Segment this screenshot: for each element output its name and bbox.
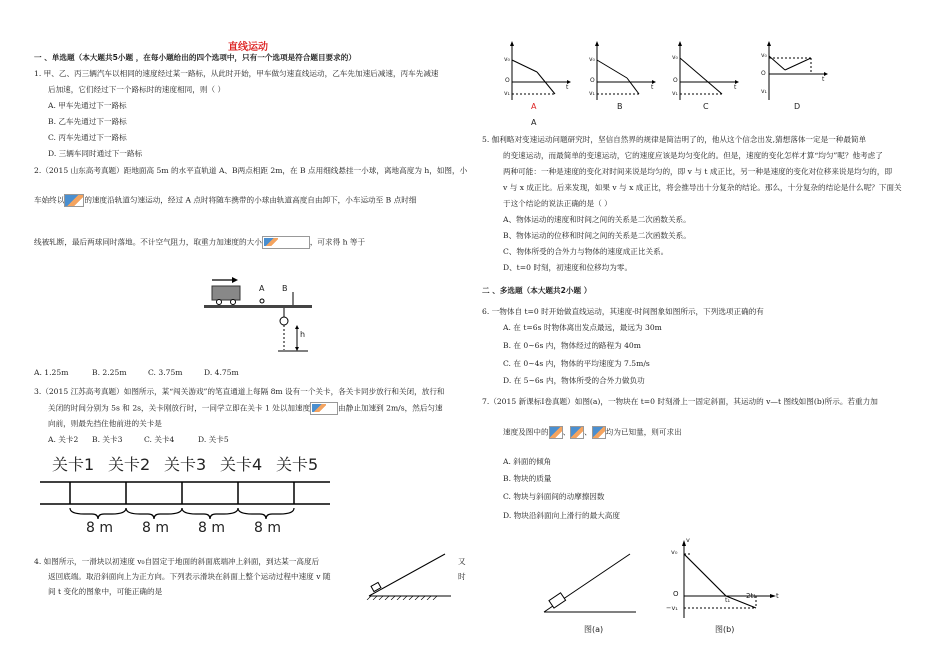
spacing-label: 8 m — [142, 520, 169, 536]
q7-line2-end: 均为已知量，则可求出 — [605, 427, 682, 437]
graph-b — [595, 41, 656, 100]
t1-label: t₁ — [725, 596, 731, 604]
formula-image-icon — [310, 402, 338, 415]
section-heading-multi-choice: 二 、多选题（本大题共2小题 ） — [482, 286, 592, 295]
q3-option-d: D. 关卡5 — [198, 435, 229, 444]
q5-line5: 于这个结论的说法正确的是（ ） — [503, 199, 612, 208]
v1-label: v₁ — [672, 90, 678, 97]
v0-label: v₀ — [589, 56, 595, 63]
q3-line3: 向前，则最先挡住他前进的关卡是 — [48, 419, 162, 428]
figure-b-caption: 图(b) — [715, 625, 735, 634]
origin-label: O — [673, 590, 679, 598]
gate-label: 关卡1 — [52, 455, 95, 474]
v0-label: v₀ — [671, 548, 678, 556]
q7-line1: 7.（2015 新课标Ⅰ卷真题）如图(a)，一物块在 t=0 时刻滑上一固定斜面，其运动的 v—t 图线如图(b)所示。若重力加 — [482, 397, 878, 406]
q2-figure — [200, 262, 325, 362]
graph-label-a: A — [531, 102, 537, 111]
q3-line2-end: 由静止加速到 2m/s，然后匀速 — [338, 403, 443, 413]
q7-figure-b — [670, 538, 780, 620]
q7-option-c: C. 物块与斜面间的动摩擦因数 — [503, 492, 605, 501]
q2-option-a: A. 1.25m — [34, 368, 69, 377]
q4-side-char: 时 — [458, 572, 466, 581]
q2-line3-end: ，可求得 h 等于 — [309, 237, 366, 247]
graph-label-c: C — [703, 102, 709, 111]
q6-option-c: C. 在 0~4s 内，物体的平均速度为 7.5m/s — [503, 359, 650, 368]
formula-image-icon — [549, 426, 563, 439]
q3-line2 — [48, 402, 443, 415]
gate-label: 关卡3 — [164, 455, 207, 474]
gate-label: 关卡4 — [220, 455, 263, 474]
t-label: t — [566, 84, 569, 91]
2t1-label: 2t₁ — [746, 592, 757, 600]
v0-label: v₀ — [504, 56, 510, 63]
q7-figure-a — [540, 548, 640, 618]
q1-option-a: A. 甲车先通过下一路标 — [48, 101, 127, 110]
q3-option-b: B. 关卡3 — [92, 435, 123, 444]
q1-line1: 1. 甲、乙、丙三辆汽车以相同的速度经过某一路标，从此时开始，甲车做匀速直线运动，乙车先加速后减速，丙车先减速 — [34, 69, 439, 78]
graph-c — [678, 41, 739, 100]
origin-label: O — [505, 77, 510, 84]
gate-label: 关卡5 — [276, 455, 319, 474]
q2-line2 — [34, 194, 416, 207]
q1-option-c: C. 丙车先通过下一路标 — [48, 133, 127, 142]
graph-label-b: B — [617, 102, 623, 111]
graph-a — [510, 41, 571, 100]
formula-image-icon — [262, 236, 310, 249]
q3-line2-start: 关闭的时间分别为 5s 和 2s，关卡刚放行时，一同学立即在关卡 1 处以加速度 — [48, 403, 311, 413]
q2-line3-start: 线被轧断，最后两球同时落地。不计空气阻力，取重力加速度的大小 — [34, 237, 262, 247]
figure-a-caption: 图(a) — [584, 625, 604, 634]
q5-line3: 两种可能：一种是速度的变化对时间来说是均匀的，即 v 与 t 成正比，另一种是速度的变化对位移来说是均匀的，即 — [503, 167, 893, 176]
q7-option-a: A. 斜面的倾角 — [503, 457, 552, 466]
q2-line2-start: 车始终以 — [34, 195, 65, 205]
gate-label: 关卡2 — [108, 455, 151, 474]
q7-option-d: D. 物块沿斜面向上滑行的最大高度 — [503, 511, 620, 520]
q3-option-c: C. 关卡4 — [144, 435, 175, 444]
height-label: h — [300, 330, 306, 339]
formula-image-icon — [570, 426, 584, 439]
q6-option-d: D. 在 5~6s 内，物体所受的合外力做负功 — [503, 376, 645, 385]
q3-line1: 3.（2015 江苏高考真题）如图所示，某“闯关游戏”的笔直通道上每隔 8m 设有一个关卡，各关卡同步放行和关闭，放行和 — [34, 387, 445, 396]
q5-line4: v 与 x 成正比。后来发现，如果 v 与 x 成正比，将会推导出十分复杂的结论。那么，十分复杂的结论是什么呢？下面关 — [503, 183, 902, 192]
q7-option-b: B. 物块的质量 — [503, 474, 552, 483]
graph-d — [767, 41, 828, 100]
q2-line3 — [34, 236, 365, 249]
graph-label-d: D — [794, 102, 801, 111]
q4-side-char: 又 — [458, 557, 466, 566]
formula-image-icon — [592, 426, 606, 439]
q4-graphs — [497, 38, 837, 110]
q4-line1: 4. 如图所示，一滑块以初速度 v₀自固定于地面的斜面底端冲上斜面，到达某一高度后 — [34, 557, 320, 566]
spacing-label: 8 m — [86, 520, 113, 536]
t-label: t — [734, 84, 737, 91]
q7-line2-start: 速度及图中的 — [503, 427, 549, 437]
q6-option-b: B. 在 0~6s 内，物体经过的路程为 40m — [503, 341, 641, 350]
q4-line3: 间 t 变化的图象中，可能正确的是 — [48, 587, 163, 596]
section-heading-single-choice: 一 、单选题（本大题共5小题 ，在每小题给出的四个选项中，只有一个选项是符合题目要求的） — [34, 53, 356, 62]
v1-label: v₁ — [761, 88, 767, 95]
point-a-label: A — [259, 284, 265, 293]
q2-line1: 2.（2015 山东高考真题）距地面高 5m 的水平直轨道 A、B两点相距 2m，在 B 点用细线悬挂一小球，离地高度为 h，如图，小 — [34, 166, 468, 175]
v0-label: v₀ — [761, 52, 767, 59]
q1-option-b: B. 乙车先通过下一路标 — [48, 117, 127, 126]
q2-option-d: D. 4.75m — [204, 368, 239, 377]
origin-label: O — [590, 77, 595, 84]
q7-line2: 速度及图中的 、 、 均为已知量，则可求出 — [503, 426, 682, 439]
t-label: t — [651, 84, 654, 91]
q5-option-c: C、物体所受的合外力与物体的速度成正比关系。 — [503, 247, 669, 256]
q2-option-b: B. 2.25m — [92, 368, 127, 377]
q6-line1: 6. 一物体自 t=0 时开始做直线运动，其速度-时间图象如图所示，下列选项正确的有 — [482, 307, 764, 316]
t-axis-label: t — [776, 592, 779, 600]
point-b-label: B — [282, 284, 288, 293]
q1-line2: 后加速，它们经过下一个路标时的速度相同，则（ ） — [48, 85, 226, 94]
q5-line1: 5. 伽利略对变速运动问题研究时，坚信自然界的规律是简洁明了的，他从这个信念出发,猜想落体一定是一种最简单 — [482, 135, 867, 144]
v0-label: v₀ — [672, 54, 678, 61]
q3-track-figure — [40, 470, 330, 520]
q2-option-c: C. 3.75m — [148, 368, 183, 377]
q5-option-b: B、物体运动的位移和时间之间的关系是二次函数关系。 — [503, 231, 691, 240]
q5-line2: 的变速运动，而最简单的变速运动，它的速度应该是均匀变化的。但是，速度的变化怎样才算“均匀”呢？他考虑了 — [503, 151, 883, 160]
t-label: t — [822, 76, 825, 83]
q5-option-a: A、物体运动的速度和时间之间的关系是二次函数关系。 — [503, 215, 691, 224]
origin-label: O — [673, 77, 678, 84]
neg-v1-label: −v₁ — [666, 604, 678, 612]
spacing-label: 8 m — [198, 520, 225, 536]
q5-option-d: D、t=0 时刻，初速度和位移均为零。 — [503, 263, 633, 272]
formula-image-icon — [64, 194, 84, 207]
origin-label: O — [761, 70, 766, 77]
q2-line2-end: 的速度沿轨道匀速运动，经过 A 点时将随车携带的小球由轨道高度自由卸下，小车运动至 B 点时细 — [84, 195, 417, 205]
answer-mark: A — [531, 118, 537, 127]
v1-label: v₁ — [589, 90, 595, 97]
v-axis-label: v — [686, 536, 690, 544]
v1-label: v₁ — [504, 90, 510, 97]
q1-option-d: D. 三辆车同时通过下一路标 — [48, 149, 143, 158]
q4-line2: 返回底端。取沿斜面向上为正方向。下列表示滑块在斜面上整个运动过程中速度 v 随 — [48, 572, 331, 581]
q4-incline-figure — [365, 552, 455, 600]
q6-option-a: A. 在 t=6s 时物体离出发点最远，最远为 30m — [503, 323, 662, 332]
spacing-label: 8 m — [254, 520, 281, 536]
q3-option-a: A. 关卡2 — [48, 435, 79, 444]
page-title: 直线运动 — [228, 42, 268, 53]
